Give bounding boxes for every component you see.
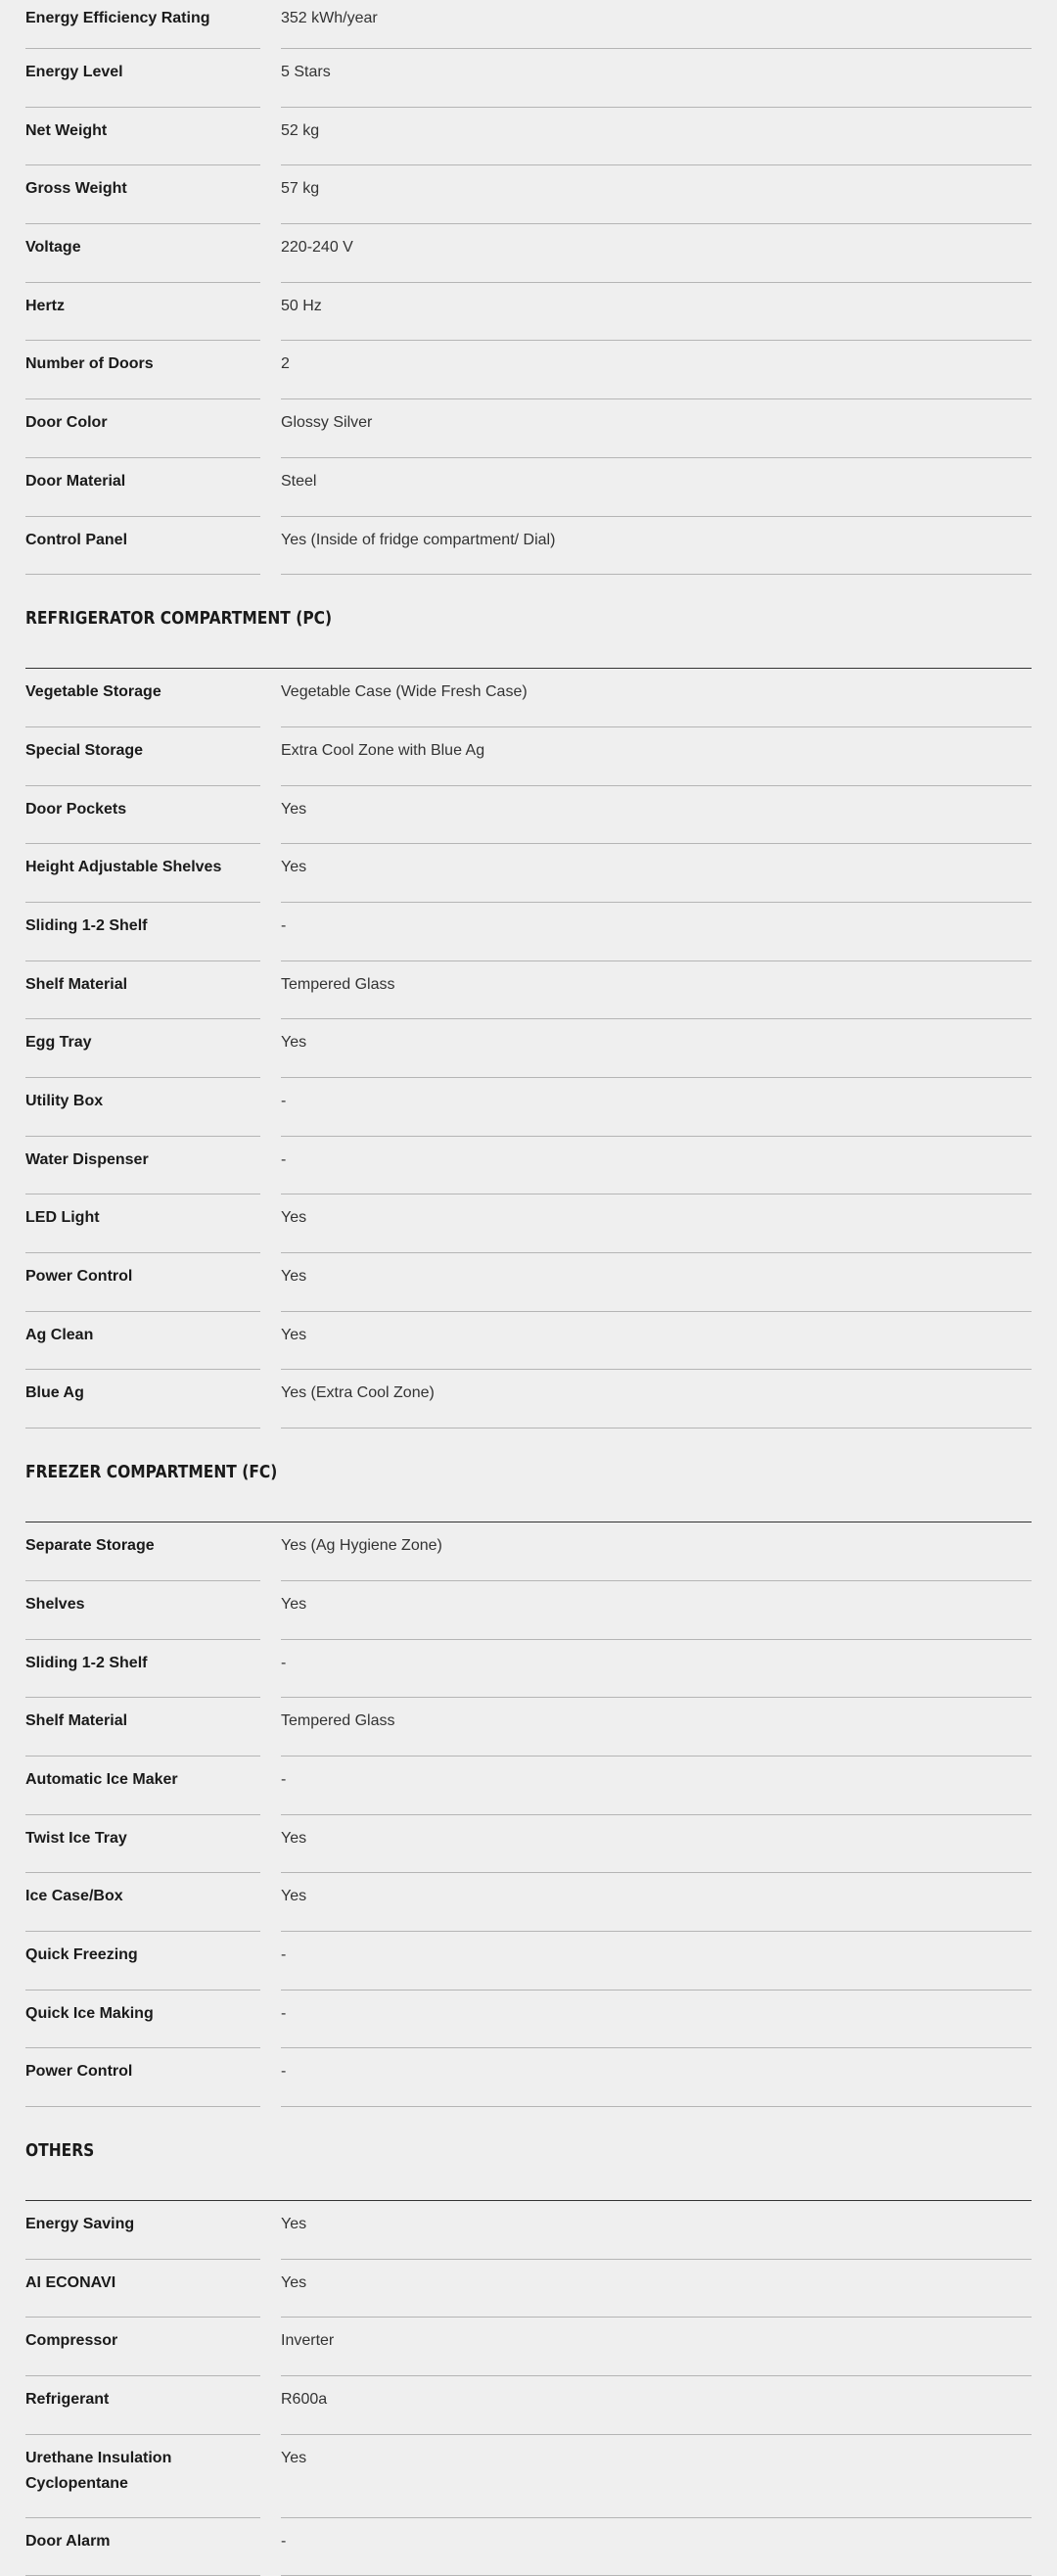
spec-value: Yes: [281, 2435, 1032, 2518]
spec-label: Sliding 1-2 Shelf: [25, 1640, 260, 1699]
spec-row: [25, 458, 1032, 517]
spec-value: Tempered Glass: [281, 961, 1032, 1020]
spec-label: Automatic Ice Maker: [25, 1756, 260, 1815]
spec-label: Gross Weight: [25, 165, 260, 224]
spec-value: Yes (Inside of fridge compartment/ Dial): [281, 517, 1032, 576]
spec-label: Height Adjustable Shelves: [25, 844, 260, 903]
spec-row: [25, 1019, 1032, 1078]
spec-label: Energy Level: [25, 49, 260, 108]
spec-row: [25, 1253, 1032, 1312]
spec-row: [25, 961, 1032, 1020]
spec-label: Voltage: [25, 224, 260, 283]
spec-value: Yes: [281, 1253, 1032, 1312]
spec-label: Blue Ag: [25, 1370, 260, 1429]
spec-value: -: [281, 1756, 1032, 1815]
spec-value: -: [281, 1932, 1032, 1991]
spec-value: -: [281, 1991, 1032, 2049]
spec-value: 50 Hz: [281, 283, 1032, 342]
spec-value: Yes: [281, 1581, 1032, 1640]
spec-label: Sliding 1-2 Shelf: [25, 903, 260, 961]
spec-label: Compressor: [25, 2318, 260, 2376]
spec-value: Yes: [281, 1194, 1032, 1253]
spec-row: [25, 1312, 1032, 1371]
spec-section-general: [25, 0, 1032, 575]
spec-label: Energy Efficiency Rating: [25, 0, 260, 49]
spec-label: Power Control: [25, 1253, 260, 1312]
spec-value: -: [281, 2048, 1032, 2107]
spec-row: [25, 1194, 1032, 1253]
spec-label: Separate Storage: [25, 1522, 260, 1581]
spec-row: [25, 1932, 1032, 1991]
spec-row: [25, 2201, 1032, 2260]
spec-row: [25, 1698, 1032, 1756]
spec-label: Energy Saving: [25, 2201, 260, 2260]
spec-label: Ag Clean: [25, 1312, 260, 1371]
spec-row: [25, 1581, 1032, 1640]
spec-value: Yes: [281, 786, 1032, 845]
spec-label: Door Alarm: [25, 2518, 260, 2576]
spec-row: [25, 903, 1032, 961]
section-heading-container: [25, 575, 1032, 669]
spec-label: Quick Freezing: [25, 1932, 260, 1991]
spec-row: [25, 786, 1032, 845]
spec-value: -: [281, 903, 1032, 961]
spec-row: [25, 669, 1032, 727]
spec-label: Shelves: [25, 1581, 260, 1640]
spec-value: Extra Cool Zone with Blue Ag: [281, 727, 1032, 786]
spec-label: Power Control: [25, 2048, 260, 2107]
spec-label: Shelf Material: [25, 961, 260, 1020]
spec-row: [25, 844, 1032, 903]
spec-row: [25, 108, 1032, 166]
spec-label: Utility Box: [25, 1078, 260, 1137]
spec-label: Door Pockets: [25, 786, 260, 845]
spec-value: -: [281, 1640, 1032, 1699]
spec-label: Vegetable Storage: [25, 669, 260, 727]
spec-row: [25, 1640, 1032, 1699]
spec-value: Yes: [281, 1815, 1032, 1874]
spec-row: [25, 2318, 1032, 2376]
spec-value: R600a: [281, 2376, 1032, 2435]
spec-section-refrigerator: [25, 575, 1032, 1429]
spec-value: Yes: [281, 2260, 1032, 2318]
spec-row: [25, 399, 1032, 458]
spec-row: [25, 2376, 1032, 2435]
spec-value: 352 kWh/year: [281, 0, 1032, 49]
spec-row: [25, 1137, 1032, 1195]
spec-value: 52 kg: [281, 108, 1032, 166]
spec-label: Urethane Insulation Cyclopentane: [25, 2435, 260, 2518]
spec-label: LED Light: [25, 1194, 260, 1253]
spec-row: [25, 224, 1032, 283]
spec-label: Number of Doors: [25, 341, 260, 399]
spec-value: Yes: [281, 2201, 1032, 2260]
spec-label: Refrigerant: [25, 2376, 260, 2435]
section-heading: FREEZER COMPARTMENT (FC): [25, 1462, 278, 1483]
spec-value: Yes (Extra Cool Zone): [281, 1370, 1032, 1429]
spec-value: -: [281, 1078, 1032, 1137]
spec-row: [25, 283, 1032, 342]
spec-label: Quick Ice Making: [25, 1991, 260, 2049]
spec-label: Hertz: [25, 283, 260, 342]
spec-row: [25, 2518, 1032, 2576]
spec-row: [25, 1756, 1032, 1815]
spec-row: [25, 1370, 1032, 1429]
spec-label: Egg Tray: [25, 1019, 260, 1078]
spec-value: Glossy Silver: [281, 399, 1032, 458]
spec-value: Tempered Glass: [281, 1698, 1032, 1756]
spec-label: Twist Ice Tray: [25, 1815, 260, 1874]
spec-row: [25, 1522, 1032, 1581]
spec-row: [25, 517, 1032, 576]
spec-row: [25, 1991, 1032, 2049]
spec-row: [25, 341, 1032, 399]
spec-section-others: [25, 2107, 1032, 2576]
spec-section-freezer: [25, 1429, 1032, 2107]
spec-value: Yes: [281, 1312, 1032, 1371]
spec-row: [25, 2260, 1032, 2318]
spec-label: Water Dispenser: [25, 1137, 260, 1195]
spec-value: Steel: [281, 458, 1032, 517]
spec-row: [25, 2435, 1032, 2518]
section-heading: REFRIGERATOR COMPARTMENT (PC): [25, 608, 333, 630]
spec-row: [25, 0, 1032, 49]
spec-value: Yes: [281, 844, 1032, 903]
section-heading-container: [25, 2107, 1032, 2201]
spec-value: Yes: [281, 1019, 1032, 1078]
spec-value: 57 kg: [281, 165, 1032, 224]
spec-label: Shelf Material: [25, 1698, 260, 1756]
spec-label: AI ECONAVI: [25, 2260, 260, 2318]
spec-value: Yes: [281, 1873, 1032, 1932]
spec-row: [25, 49, 1032, 108]
spec-value: -: [281, 1137, 1032, 1195]
section-heading: OTHERS: [25, 2140, 95, 2161]
spec-label: Door Material: [25, 458, 260, 517]
spec-row: [25, 165, 1032, 224]
spec-value: Inverter: [281, 2318, 1032, 2376]
spec-value: Yes (Ag Hygiene Zone): [281, 1522, 1032, 1581]
spec-row: [25, 727, 1032, 786]
section-heading-container: [25, 1429, 1032, 1522]
spec-row: [25, 2048, 1032, 2107]
spec-label: Net Weight: [25, 108, 260, 166]
spec-label: Control Panel: [25, 517, 260, 576]
spec-row: [25, 1078, 1032, 1137]
spec-row: [25, 1815, 1032, 1874]
spec-value: 2: [281, 341, 1032, 399]
spec-label: Special Storage: [25, 727, 260, 786]
spec-value: Vegetable Case (Wide Fresh Case): [281, 669, 1032, 727]
spec-value: -: [281, 2518, 1032, 2576]
spec-label: Ice Case/Box: [25, 1873, 260, 1932]
spec-value: 220-240 V: [281, 224, 1032, 283]
spec-label: Door Color: [25, 399, 260, 458]
spec-value: 5 Stars: [281, 49, 1032, 108]
spec-row: [25, 1873, 1032, 1932]
